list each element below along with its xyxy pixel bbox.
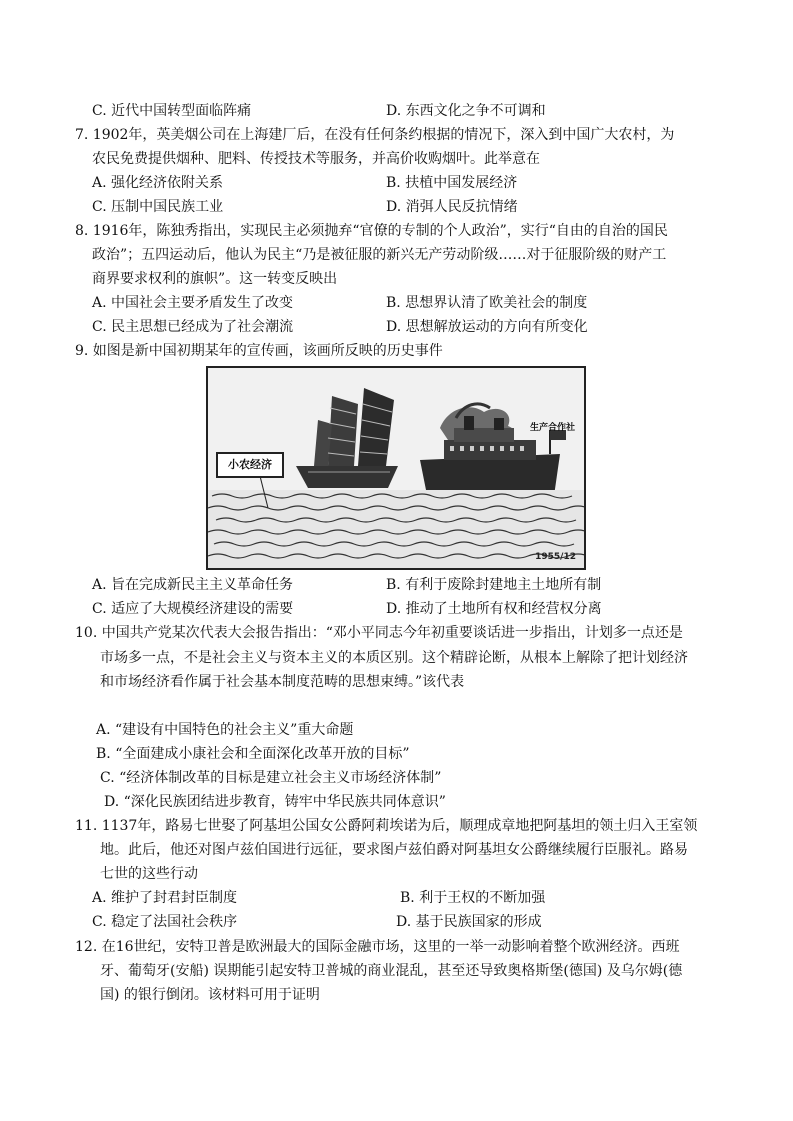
q8-option-c: C. 民主思想已经成为了社会潮流 xyxy=(92,319,294,335)
propaganda-painting xyxy=(206,366,586,570)
label-small-peasant-economy: 小农经济 xyxy=(216,452,284,478)
q8-option-d: D. 思想解放运动的方向有所变化 xyxy=(386,319,588,335)
q7-option-d: D. 消弭人民反抗情绪 xyxy=(386,199,518,215)
q10-option-a: A. “建设有中国特色的社会主义”重大命题 xyxy=(96,722,354,738)
q10-stem-line3: 和市场经济看作属于社会基本制度范畴的思想束缚。”该代表 xyxy=(100,674,465,690)
painting-date: 1955/12 xyxy=(535,552,576,562)
q12-stem-line2: 牙、葡萄牙(安船) 误期能引起安特卫普城的商业混乱，甚至还导致奥格斯堡(德国) 及乌尔姆(德 xyxy=(100,963,683,979)
q8-stem-line2: 政治”；五四运动后，他认为民主“乃是被征服的新兴无产劳动阶级……对于征服阶级的财产工 xyxy=(92,247,667,263)
q9-option-a: A. 旨在完成新民主主义革命任务 xyxy=(92,577,294,593)
q11-stem-line3: 七世的这些行动 xyxy=(100,866,198,882)
q6-option-c: C. 近代中国转型面临阵痛 xyxy=(92,103,252,119)
q8-stem-line3: 商界要求权利的旗帜”。这一转变反映出 xyxy=(92,271,338,287)
q10-option-c: C. “经济体制改革的目标是建立社会主义市场经济体制” xyxy=(100,770,442,786)
q12-stem-line3: 国) 的银行倒闭。该材料可用于证明 xyxy=(100,987,320,1003)
q8-stem-line1: 8. 1916年，陈独秀指出，实现民主必须抛弃“官僚的专制的个人政治”，实行“自由的自治的国民 xyxy=(75,223,668,239)
q11-option-c: C. 稳定了法国社会秩序 xyxy=(92,914,238,930)
q12-stem-line1: 12. 在16世纪，安特卫普是欧洲最大的国际金融市场，这里的一举一动影响着整个欧洲经济。西班 xyxy=(75,939,680,955)
q8-option-a: A. 中国社会主要矛盾发生了改变 xyxy=(92,295,294,311)
q10-option-d: D. “深化民族团结进步教育，铸牢中华民族共同体意识” xyxy=(104,794,446,810)
q9-option-d: D. 推动了土地所有权和经营权分离 xyxy=(386,601,602,617)
q7-option-b: B. 扶植中国发展经济 xyxy=(386,175,518,191)
q9-option-c: C. 适应了大规模经济建设的需要 xyxy=(92,601,294,617)
q7-option-a: A. 强化经济依附关系 xyxy=(92,175,224,191)
q6-option-d: D. 东西文化之争不可调和 xyxy=(386,103,546,119)
q11-option-b: B. 利于王权的不断加强 xyxy=(400,890,546,906)
q9-option-b: B. 有利于废除封建地主土地所有制 xyxy=(386,577,602,593)
q11-option-a: A. 维护了封君封臣制度 xyxy=(92,890,238,906)
label-production-cooperative: 生产合作社 xyxy=(530,423,576,433)
q8-option-b: B. 思想界认清了欧美社会的制度 xyxy=(386,295,588,311)
q11-option-d: D. 基于民族国家的形成 xyxy=(396,914,542,930)
q7-option-c: C. 压制中国民族工业 xyxy=(92,199,224,215)
q10-option-b: B. “全面建成小康社会和全面深化改革开放的目标” xyxy=(96,746,410,762)
q11-stem-line1: 11. 1137年，路易七世娶了阿基坦公国女公爵阿莉埃诺为后，顺理成章地把阿基坦的领土归入王室领 xyxy=(75,818,698,834)
q10-stem-line1: 10. 中国共产党某次代表大会报告指出：“邓小平同志今年初重要谈话进一步指出，计划多一点还是 xyxy=(75,625,683,641)
q9-stem: 9. 如图是新中国初期某年的宣传画，该画所反映的历史事件 xyxy=(75,343,443,359)
q10-stem-line2: 市场多一点，不是社会主义与资本主义的本质区别。这个精辟论断，从根本上解除了把计划经济 xyxy=(100,650,688,666)
q7-stem-line1: 7. 1902年，英美烟公司在上海建厂后，在没有任何条约根据的情况下，深入到中国广大农村，为 xyxy=(75,127,675,143)
q11-stem-line2: 地。此后，他还对图卢兹伯国进行远征，要求图卢兹伯爵对阿基坦女公爵继续履行臣服礼。路易 xyxy=(100,842,688,858)
q7-stem-line2: 农民免费提供烟种、肥料、传授技术等服务，并高价收购烟叶。此举意在 xyxy=(92,151,540,167)
